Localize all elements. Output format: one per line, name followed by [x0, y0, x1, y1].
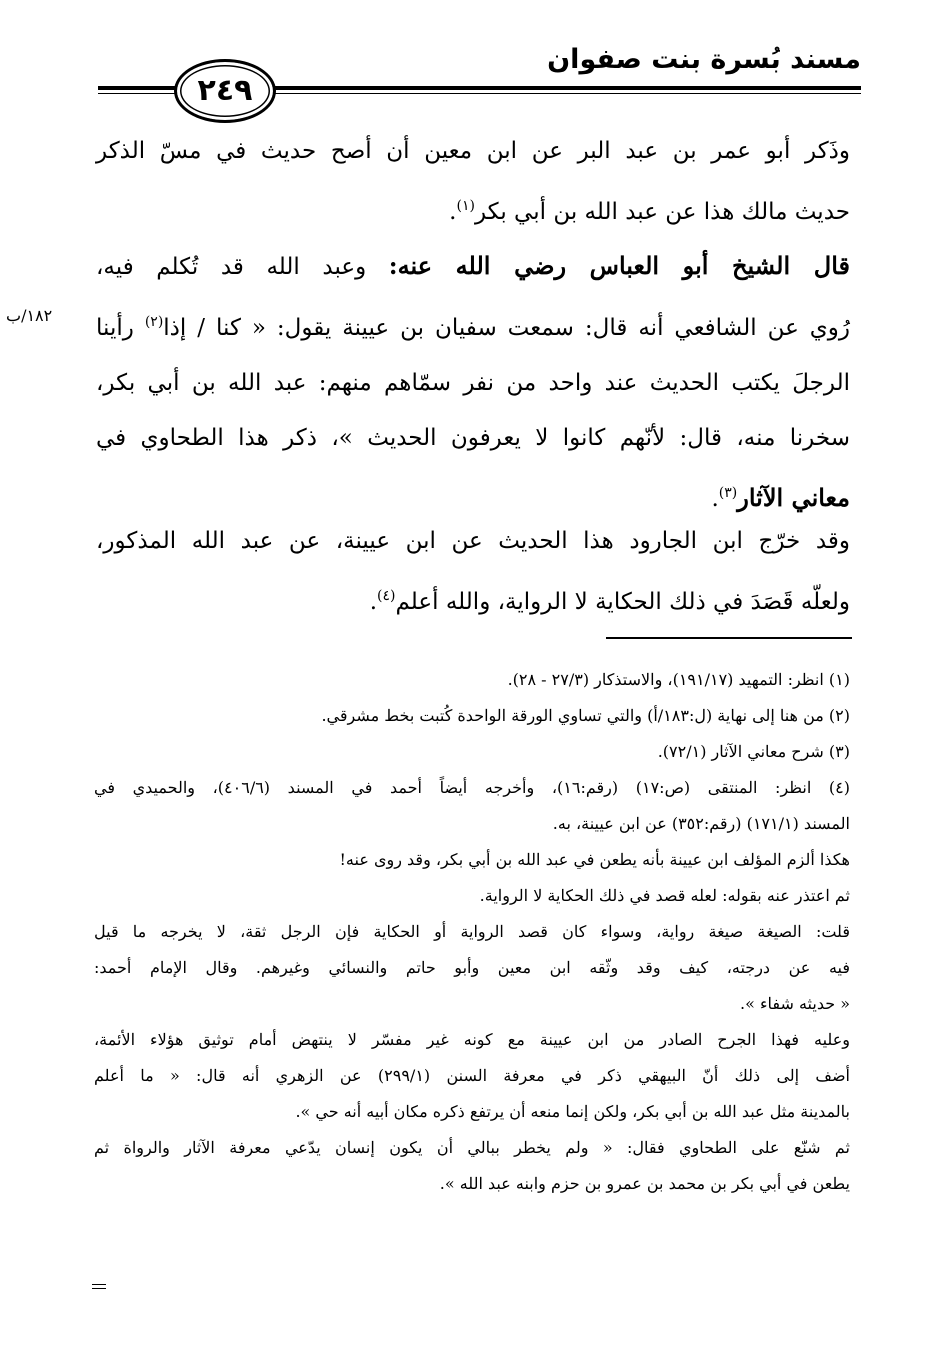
footnote-4-line: يطعن في أبي بكر بن محمد بن عمرو بن حزم وابنه عبد الله ».	[439, 1174, 850, 1193]
text-line: ولعلّه قَصَدَ في ذلك الحكاية لا الرواية، والله أعلم$^{(٤)}$.	[369, 588, 850, 615]
footnote-4-line: قلت: الصيغة صيغة رواية، وسواء كان قصد الرواية أو الحكاية فإن الرجل ثقة، لا يخرجه ما قيل	[94, 922, 850, 941]
footnote-separator	[606, 637, 852, 639]
text-segment: رأينا	[96, 315, 145, 341]
page-number-badge	[174, 59, 276, 123]
footnote-2: (٢) من هنا إلى نهاية (ل:١٨٣/أ) والتي تساوي الورقة الواحدة كُتبت بخط مشرقي.	[321, 706, 850, 725]
text-line: وذَكر أبو عمر بن عبد البر عن ابن معين أن أصح حديث في مسّ الذكر	[96, 138, 850, 164]
footnote-ref[interactable]: (٤)	[377, 588, 396, 604]
paragraph-3	[96, 514, 850, 630]
text-segment: حديث مالك هذا عن عبد الله بن أبي بكر	[474, 199, 850, 225]
footnote-4-line: ثم شنّع على الطحاوي فقال: « ولم يخطر ببالي أن يكون إنسان يدّعي معرفة الآثار والرواة ثم	[94, 1138, 850, 1157]
footnote-ref[interactable]: (٢)	[144, 314, 164, 330]
footnote-4-line: هكذا ألزم المؤلف ابن عيينة بأنه يطعن في عبد الله بن أبي بكر، وقد روى عنه!	[339, 850, 850, 869]
footnote-3: (٣) شرح معاني الآثار (٧٢/١).	[657, 742, 850, 761]
footnote-4-line: وعليه فهذا الجرح الصادر من ابن عيينة مع كونه غير مفسّر لا ينتهض أمام توثيق هؤلاء الأئمة،	[94, 1030, 850, 1049]
footnote-4-line: أضف إلى ذلك أنّ البيهقي ذكر في معرفة السنن (٢٩٩/١) عن الزهري أنه قال: « ما أعلم	[94, 1066, 850, 1085]
footnote-4-line: بالمدينة مثل عبد الله بن أبي بكر، ولكن إنما منعه أن يرتفع ذكره مكان أبيه أنه حي ».	[295, 1102, 850, 1121]
text-line: وقد خرّج ابن الجارود هذا الحديث عن ابن عيينة، عن عبد الله المذكور،	[96, 528, 850, 554]
text-line: حديث مالك هذا عن عبد الله بن أبي بكر$^{(١)}$.	[449, 198, 850, 225]
paragraph-1	[96, 124, 850, 240]
text-line: سخرنا منه، قال: لأنّهم كانوا لا يعرفون الحديث »، ذكر هذا الطحاوي في	[96, 425, 850, 451]
text-line	[96, 295, 850, 356]
paragraph-2	[96, 238, 850, 527]
footnotes	[94, 662, 850, 1202]
footnote-ref[interactable]: (١)	[456, 198, 475, 214]
text-line: الرجلَ يكتب الحديث عند واحد من نفر سمّاهم منهم: عبد الله بن أبي بكر،	[96, 370, 850, 396]
footnote-4-line: ثم اعتذر عنه بقوله: لعله قصد في ذلك الحكاية لا الرواية.	[479, 886, 850, 905]
author-heading: قال الشيخ أبو العباس رضي الله عنه:	[388, 251, 850, 280]
page-number: ٢٤٩	[197, 73, 253, 108]
text-line	[96, 238, 850, 295]
running-header-title: مسند بُسرة بنت صفوان	[547, 44, 861, 75]
book-title: معاني الآثار	[737, 483, 850, 512]
footnote-4-line: فيه عن درجته، كيف وقد وثّقه ابن معين وأبو حاتم والنسائي وغيرهم. وقال الإمام أحمد:	[94, 958, 850, 977]
footnote-4-line: (٤) انظر: المنتقى (ص:١٧) (رقم:١٦)، وأخرجه أيضاً أحمد في المسند (٤٠٦/٦)، والحميدي في	[94, 778, 851, 797]
footnote-4-line: « حديثه شفاء ».	[740, 994, 850, 1013]
text-segment: ولعلّه قَصَدَ في ذلك الحكاية لا الرواية، والله أعلم	[395, 589, 850, 615]
text-line: معاني الآثار$^{(٣)}$.	[711, 483, 850, 512]
footnote-ref[interactable]: (٣)	[718, 485, 738, 501]
footnote-1: (١) انظر: التمهيد (١٩١/١٧)، والاستذكار (٢٧/٣ - ٢٨).	[507, 670, 850, 689]
footnote-4-line: المسند (١٧١/١) (رقم:٣٥٢) عن ابن عيينة، به.	[552, 814, 850, 833]
text-segment: وعبد الله قد تُكلم فيه،	[96, 254, 389, 280]
text-segment: رُوي عن الشافعي أنه قال: سمعت سفيان بن عيينة يقول: « كنا / إذا	[163, 315, 850, 341]
manuscript-folio-marker: ١٨٢/ب	[6, 306, 53, 325]
continuation-mark	[92, 1284, 106, 1289]
